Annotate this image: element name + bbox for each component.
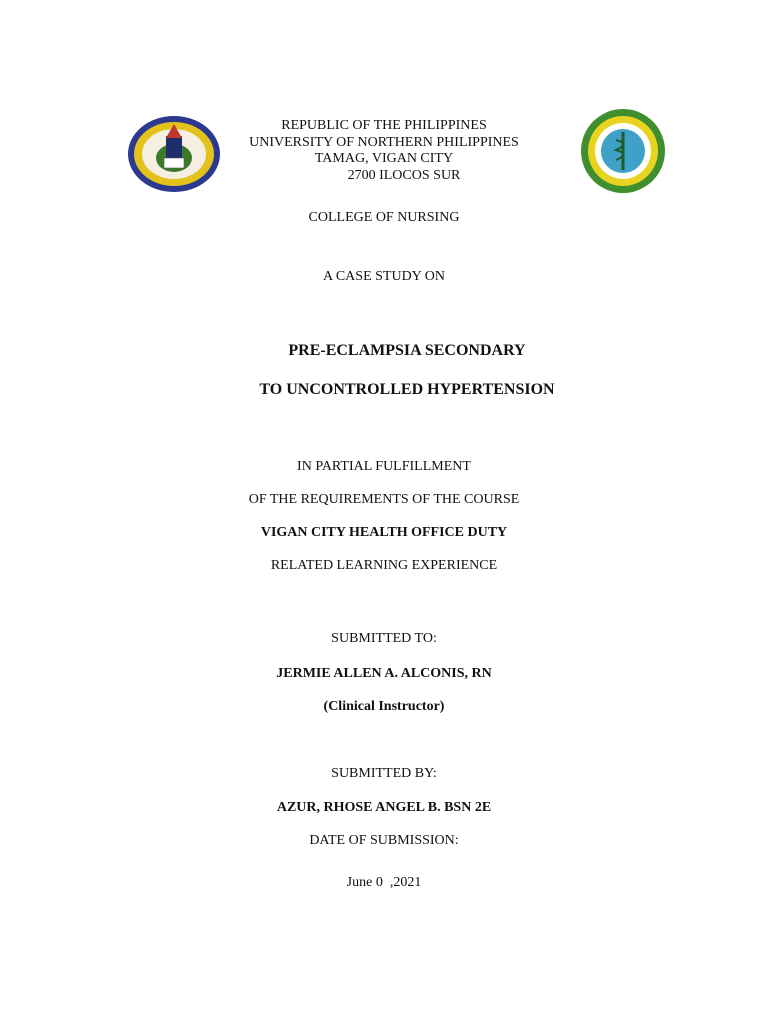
fulfillment-line-1: IN PARTIAL FULFILLMENT bbox=[297, 459, 471, 474]
header-address: TAMAG, VIGAN CITY bbox=[314, 151, 454, 166]
course-name: VIGAN CITY HEALTH OFFICE DUTY bbox=[260, 525, 508, 540]
instructor-role: (Clinical Instructor) bbox=[323, 699, 445, 714]
title-line-1: PRE-ECLAMPSIA SECONDARY bbox=[288, 342, 526, 359]
instructor-name: JERMIE ALLEN A. ALCONIS, RN bbox=[276, 666, 492, 681]
fulfillment-line-2: OF THE REQUIREMENTS OF THE COURSE bbox=[248, 492, 520, 507]
header-republic: REPUBLIC OF THE PHILIPPINES bbox=[281, 118, 487, 133]
college-name: COLLEGE OF NURSING bbox=[308, 210, 460, 225]
title-line-2: TO UNCONTROLLED HYPERTENSION bbox=[259, 381, 555, 398]
date-label: DATE OF SUBMISSION: bbox=[309, 833, 459, 848]
submitted-to-label: SUBMITTED TO: bbox=[331, 631, 437, 646]
header-province: 2700 ILOCOS SUR bbox=[347, 168, 461, 183]
date-value: June 0 ,2021 bbox=[346, 875, 422, 890]
submitted-by-label: SUBMITTED BY: bbox=[331, 766, 437, 781]
header-university: UNIVERSITY OF NORTHERN PHILIPPINES bbox=[249, 135, 519, 150]
fulfillment-line-4: RELATED LEARNING EXPERIENCE bbox=[270, 558, 498, 573]
case-study-label: A CASE STUDY ON bbox=[323, 269, 445, 284]
student-name: AZUR, RHOSE ANGEL B. BSN 2E bbox=[276, 800, 492, 815]
